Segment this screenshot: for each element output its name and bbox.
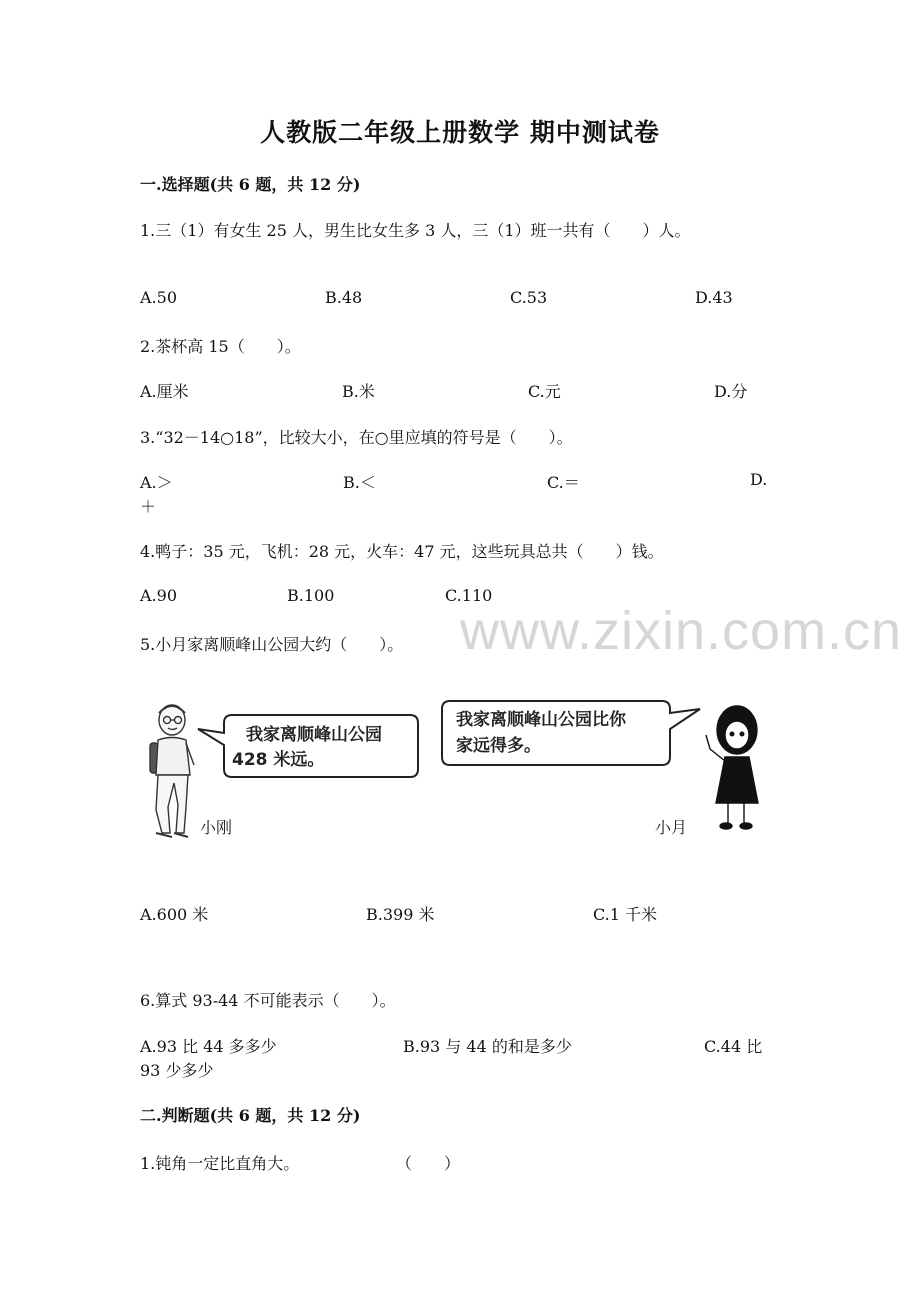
judgement-question-1: 1.钝角一定比直角大。 (140, 1154, 300, 1173)
q5-option-b: B.399 米 (366, 905, 435, 924)
q3-option-d-symbol: ＋ (140, 497, 157, 516)
watermark: www.zixin.com.cn (460, 601, 903, 661)
left-bubble-line-1: 我家离顺峰山公园 (246, 725, 382, 745)
right-character-name: 小月 (655, 818, 688, 837)
q4-option-a: A.90 (140, 586, 177, 605)
q3-option-c: C.＝ (547, 473, 580, 492)
q5-option-a: A.600 米 (140, 905, 209, 924)
q6-option-b: B.93 与 44 的和是多少 (403, 1037, 572, 1056)
question-3: 3.“32－14○18”，比较大小，在○里应填的符号是（ ）。 (140, 428, 573, 447)
left-character-name: 小刚 (200, 818, 233, 837)
right-bubble-line-1: 我家离顺峰山公园比你 (456, 710, 626, 730)
judgement-answer-blank: （ ） (396, 1154, 461, 1173)
q5-option-c: C.1 千米 (593, 905, 658, 924)
q1-option-d: D.43 (695, 288, 733, 307)
question-6: 6.算式 93-44 不可能表示（ ）。 (140, 991, 396, 1010)
q1-option-c: C.53 (510, 288, 548, 307)
q3-option-d: D. (750, 470, 768, 489)
q4-option-c: C.110 (445, 586, 493, 605)
section-heading-choice: 一.选择题(共 6 题，共 12 分) (140, 175, 361, 194)
right-bubble-line-2: 家远得多。 (456, 736, 541, 756)
question-4: 4.鸭子：35 元，飞机：28 元，火车：47 元，这些玩具总共（ ）钱。 (140, 542, 664, 561)
q6-option-a: A.93 比 44 多多少 (140, 1037, 277, 1056)
q3-option-a: A.＞ (140, 473, 173, 492)
boy-figure (150, 705, 194, 837)
q2-option-d: D.分 (714, 382, 748, 401)
q2-option-c: C.元 (528, 382, 561, 401)
question-2: 2.茶杯高 15（ ）。 (140, 337, 301, 356)
q2-option-a: A.厘米 (140, 382, 189, 401)
girl-figure (706, 706, 758, 829)
section-heading-judgement: 二.判断题(共 6 题，共 12 分) (140, 1106, 361, 1125)
question-1: 1.三（1）有女生 25 人，男生比女生多 3 人，三（1）班一共有（ ）人。 (140, 221, 691, 240)
q2-option-b: B.米 (342, 382, 375, 401)
q1-option-a: A.50 (140, 288, 177, 307)
left-bubble-line-2: 428 米远。 (232, 750, 325, 770)
q3-option-b: B.＜ (343, 473, 376, 492)
q6-option-c: C.44 比 (704, 1037, 763, 1056)
q4-option-b: B.100 (287, 586, 335, 605)
question-5: 5.小月家离顺峰山公园大约（ ）。 (140, 635, 404, 654)
q6-option-c-continued: 93 少多少 (140, 1061, 214, 1080)
dialogue-illustration (140, 695, 770, 855)
q1-option-b: B.48 (325, 288, 363, 307)
page-title: 人教版二年级上册数学 期中测试卷 (260, 118, 660, 147)
